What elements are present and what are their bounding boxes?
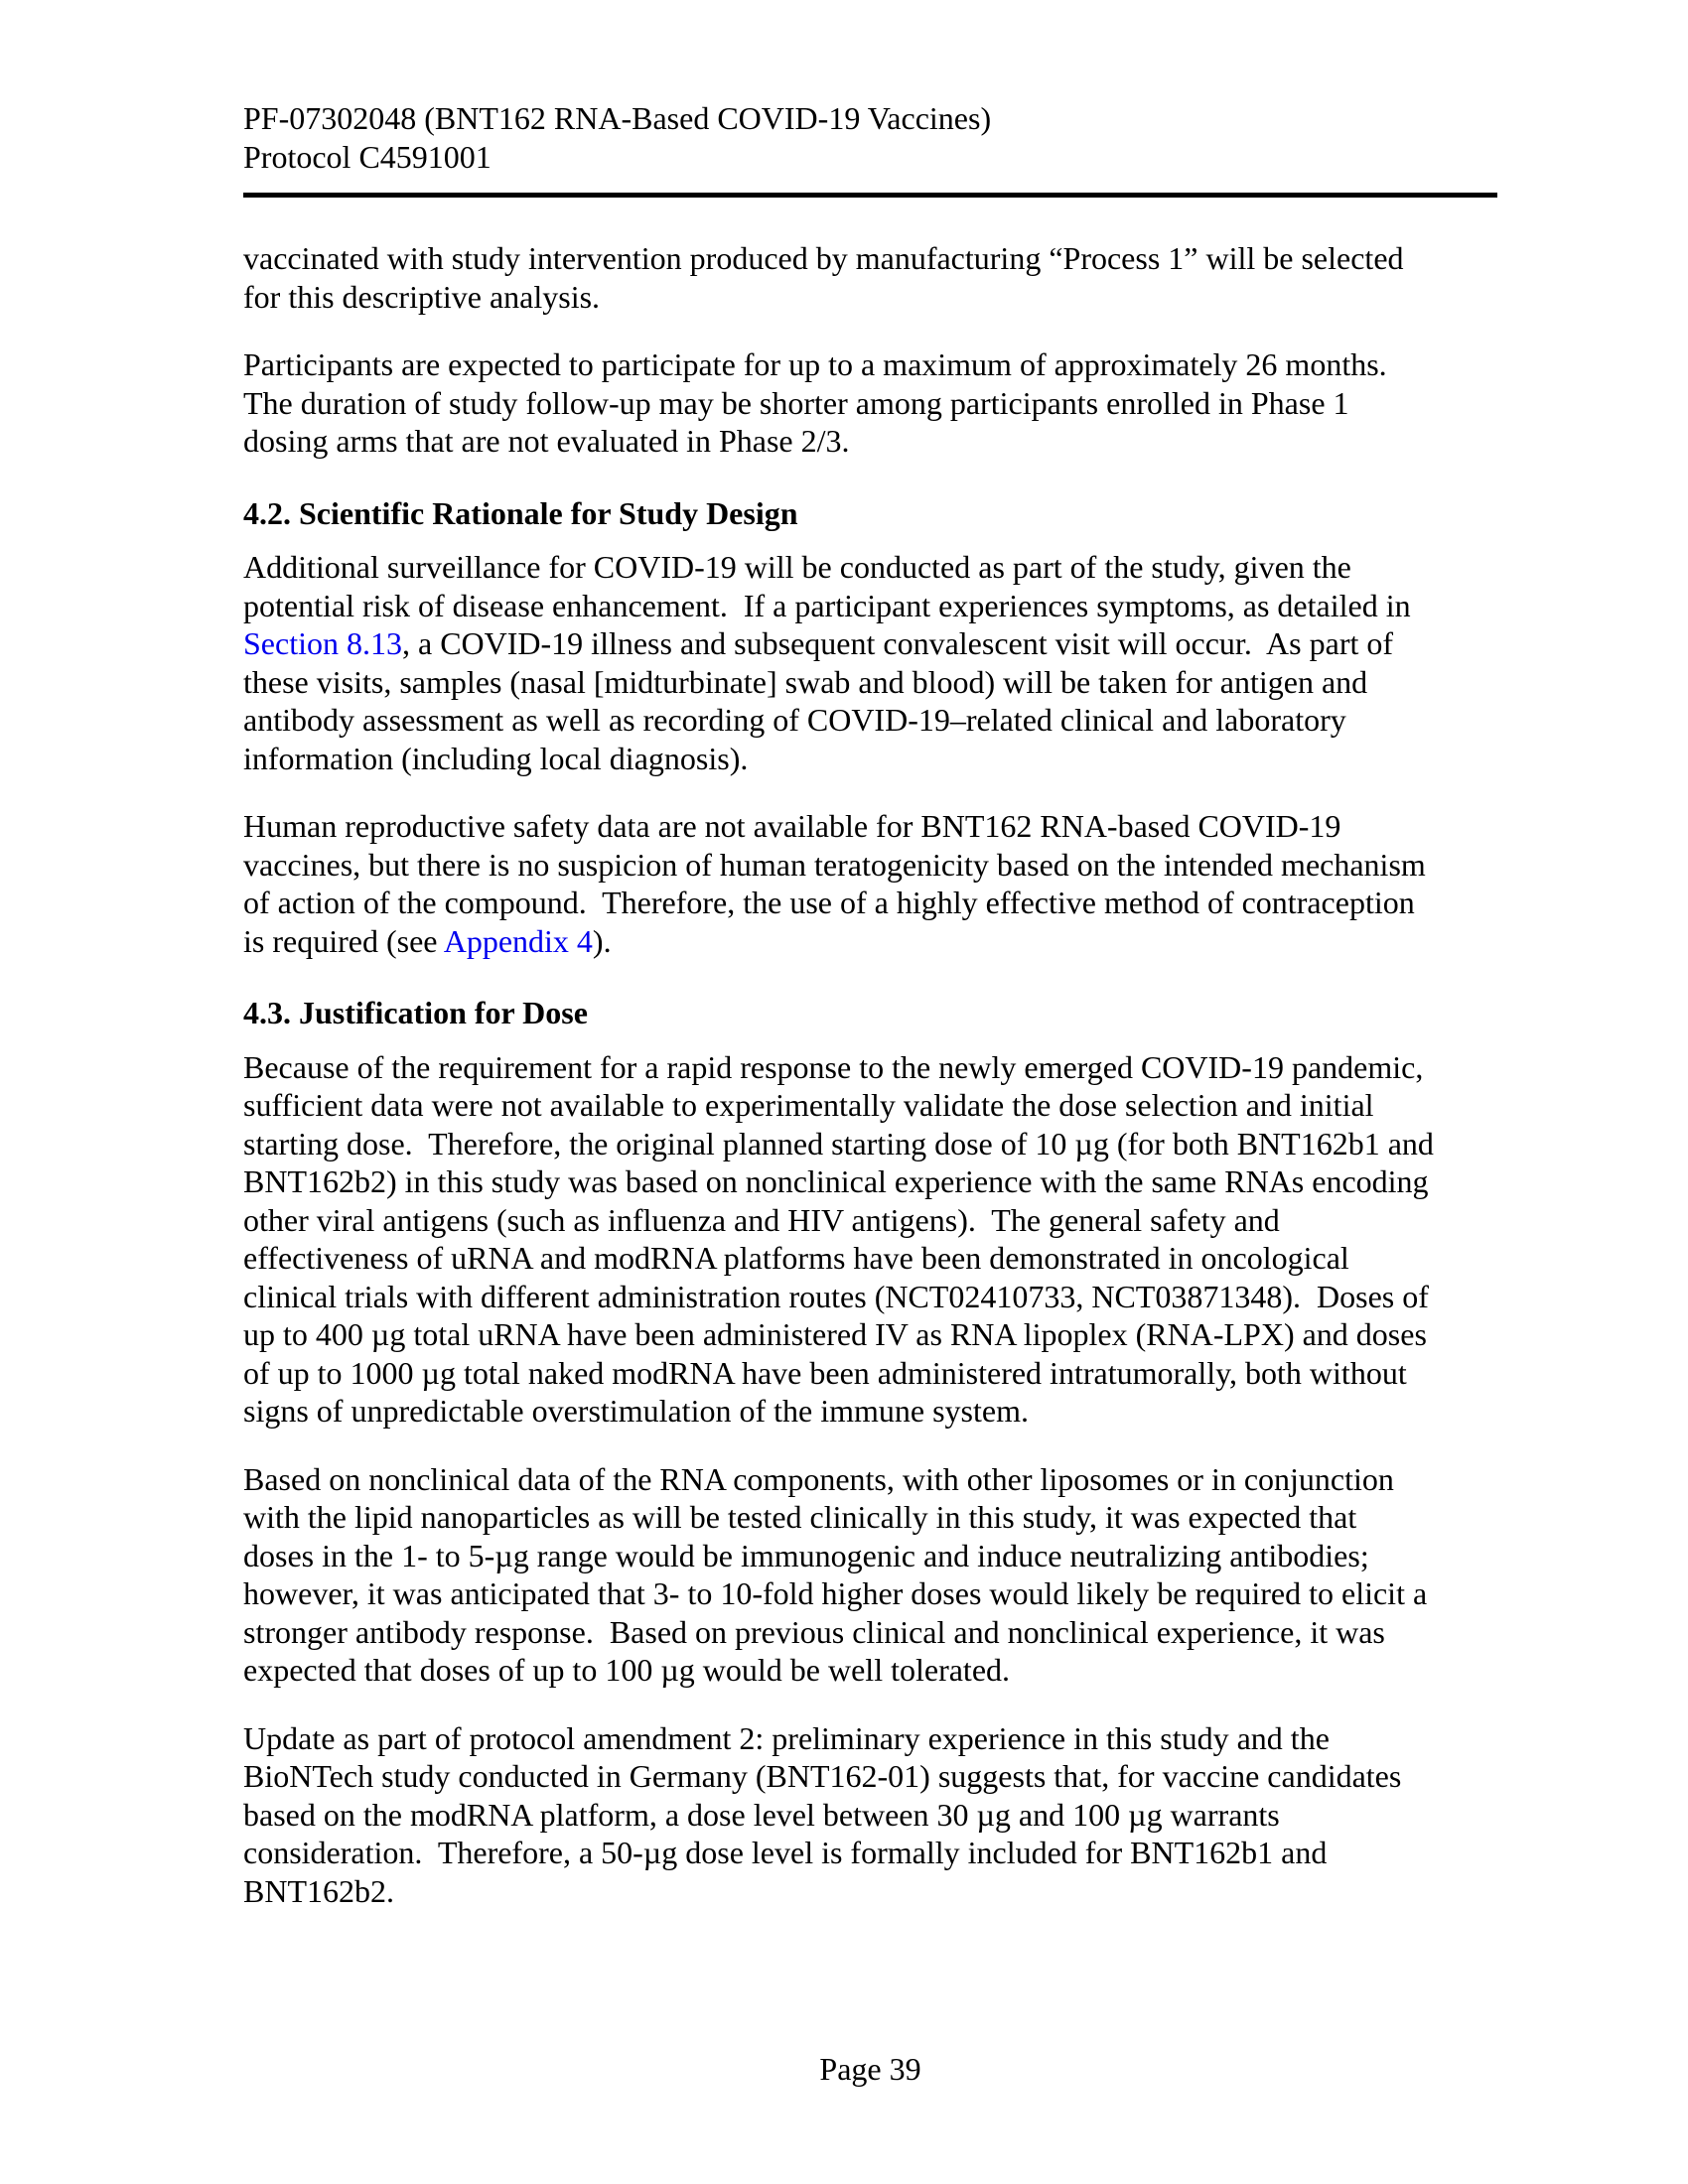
text-segment: however, it was anticipated that 3- to 10-fold higher doses would likely be required to elicit a: [243, 1575, 1428, 1611]
text-line: [243, 1574, 1497, 1613]
text-line: [243, 1392, 1497, 1431]
text-segment: doses in the 1- to 5-µg range would be immunogenic and induce neutralizing antibodies;: [243, 1537, 1369, 1573]
text-segment: Participants are expected to participate for up to a maximum of approximately 26 months.: [243, 346, 1387, 382]
text-line: [243, 422, 1497, 461]
text-line: [243, 1834, 1497, 1872]
text-segment: potential risk of disease enhancement. If a participant experiences symptoms, as detailed in: [243, 587, 1411, 623]
section-heading: 4.3. Justification for Dose: [243, 995, 588, 1030]
text-segment: , a COVID-19 illness and subsequent convalescent visit will occur. As part of: [401, 625, 1394, 661]
text-segment: sufficient data were not available to experimentally validate the dose selection and initial: [243, 1087, 1374, 1123]
text-line: [243, 1354, 1497, 1393]
text-line: [243, 922, 1497, 961]
body-paragraph: [243, 807, 1497, 960]
text-segment: Additional surveillance for COVID-19 will be conducted as part of the study, given the: [243, 549, 1351, 585]
text-line: [243, 278, 1497, 317]
text-line: [243, 587, 1497, 625]
text-line: [243, 345, 1497, 384]
section-heading: 4.2. Scientific Rationale for Study Design: [243, 494, 798, 531]
section-8-13-link[interactable]: Section 8.13: [243, 625, 402, 661]
text-line: [243, 1125, 1497, 1163]
text-line: [243, 1460, 1497, 1499]
body-paragraph: [243, 345, 1497, 461]
text-segment: signs of unpredictable overstimulation of the immune system.: [243, 1393, 1029, 1429]
text-line: [243, 1719, 1497, 1758]
text-line: [243, 548, 1497, 587]
text-segment: Based on nonclinical data of the RNA components, with other liposomes or in conjunction: [243, 1460, 1394, 1497]
text-line: [243, 1239, 1497, 1278]
text-segment: these visits, samples (nasal [midturbinate] swab and blood) will be taken for antigen and: [243, 663, 1368, 700]
body-paragraph: [243, 239, 1497, 316]
text-segment: other viral antigens (such as influenza and HIV antigens). The general safety and: [243, 1201, 1280, 1238]
text-line: [243, 1048, 1497, 1087]
text-segment: vaccines, but there is no suspicion of human teratogenicity based on the intended mechanism: [243, 846, 1426, 883]
text-segment: of up to 1000 µg total naked modRNA have been administered intratumorally, both without: [243, 1354, 1407, 1391]
text-line: [243, 1086, 1497, 1125]
text-segment: for this descriptive analysis.: [243, 278, 601, 315]
text-line: [243, 1315, 1497, 1354]
text-segment: consideration. Therefore, a 50-µg dose level is formally included for BNT162b1 and: [243, 1835, 1328, 1870]
text-segment: effectiveness of uRNA and modRNA platforms have been demonstrated in oncological: [243, 1240, 1349, 1276]
body-paragraph: [243, 1048, 1497, 1431]
text-segment: based on the modRNA platform, a dose level between 30 µg and 100 µg warrants: [243, 1796, 1280, 1833]
text-line: [243, 1278, 1497, 1316]
text-segment: expected that doses of up to 100 µg would be well tolerated.: [243, 1652, 1011, 1688]
text-line: [243, 1162, 1497, 1201]
header-line-1: PF-07302048 (BNT162 RNA-Based COVID-19 Vaccines): [243, 100, 992, 136]
appendix-4-link[interactable]: Appendix 4: [443, 922, 593, 959]
text-segment: ).: [592, 922, 612, 959]
body-paragraph: [243, 1460, 1497, 1690]
text-line: [243, 624, 1497, 663]
text-line: [243, 1757, 1497, 1796]
text-line: [243, 846, 1497, 885]
text-segment: information (including local diagnosis).: [243, 740, 749, 776]
text-segment: BioNTech study conducted in Germany (BNT162-01) suggests that, for vaccine candidates: [243, 1758, 1402, 1794]
text-segment: clinical trials with different administration routes (NCT02410733, NCT03871348). Doses of: [243, 1278, 1429, 1314]
text-segment: Because of the requirement for a rapid response to the newly emerged COVID-19 pandemic,: [243, 1048, 1424, 1085]
text-segment: up to 400 µg total uRNA have been administered IV as RNA lipoplex (RNA-LPX) and doses: [243, 1316, 1427, 1352]
text-segment: The duration of study follow-up may be shorter among participants enrolled in Phase 1: [243, 384, 1349, 421]
text-segment: Update as part of protocol amendment 2: preliminary experience in this study and the: [243, 1719, 1330, 1756]
text-segment: starting dose. Therefore, the original planned starting dose of 10 µg (for both BNT162b1 and: [243, 1125, 1434, 1161]
text-segment: with the lipid nanoparticles as will be tested clinically in this study, it was expected that: [243, 1499, 1357, 1535]
text-line: [243, 884, 1497, 922]
text-line: [243, 701, 1497, 740]
text-line: [243, 740, 1497, 778]
page-content: [243, 99, 1497, 1940]
text-segment: BNT162b2.: [243, 1872, 394, 1909]
document-body: [243, 239, 1497, 1910]
text-line: [243, 384, 1497, 423]
text-line: [243, 1537, 1497, 1575]
header-line-2: Protocol C4591001: [243, 138, 492, 175]
text-segment: antibody assessment as well as recording of COVID-19–related clinical and laboratory: [243, 702, 1346, 738]
text-segment: Human reproductive safety data are not available for BNT162 RNA-based COVID-19: [243, 808, 1341, 844]
text-line: [243, 1613, 1497, 1652]
text-segment: of action of the compound. Therefore, the use of a highly effective method of contraception: [243, 885, 1415, 920]
text-line: [243, 1872, 1497, 1911]
text-segment: is required (see: [243, 922, 444, 959]
text-segment: BNT162b2) in this study was based on nonclinical experience with the same RNAs encoding: [243, 1163, 1429, 1199]
text-line: [243, 1651, 1497, 1690]
text-segment: stronger antibody response. Based on previous clinical and nonclinical experience, it was: [243, 1613, 1385, 1650]
page-header: [243, 99, 1497, 198]
text-line: [243, 1796, 1497, 1835]
text-segment: dosing arms that are not evaluated in Phase 2/3.: [243, 423, 850, 459]
header-rule: [243, 193, 1497, 198]
text-line: [243, 239, 1497, 278]
body-paragraph: [243, 548, 1497, 777]
text-line: [243, 1201, 1497, 1240]
body-paragraph: [243, 1719, 1497, 1911]
page-footer: [243, 2050, 1497, 2089]
text-line: [243, 1498, 1497, 1537]
text-line: [243, 807, 1497, 846]
text-line: [243, 663, 1497, 702]
page-number: Page 39: [819, 2051, 921, 2087]
text-segment: vaccinated with study intervention produced by manufacturing “Process 1” will be selected: [243, 240, 1404, 276]
